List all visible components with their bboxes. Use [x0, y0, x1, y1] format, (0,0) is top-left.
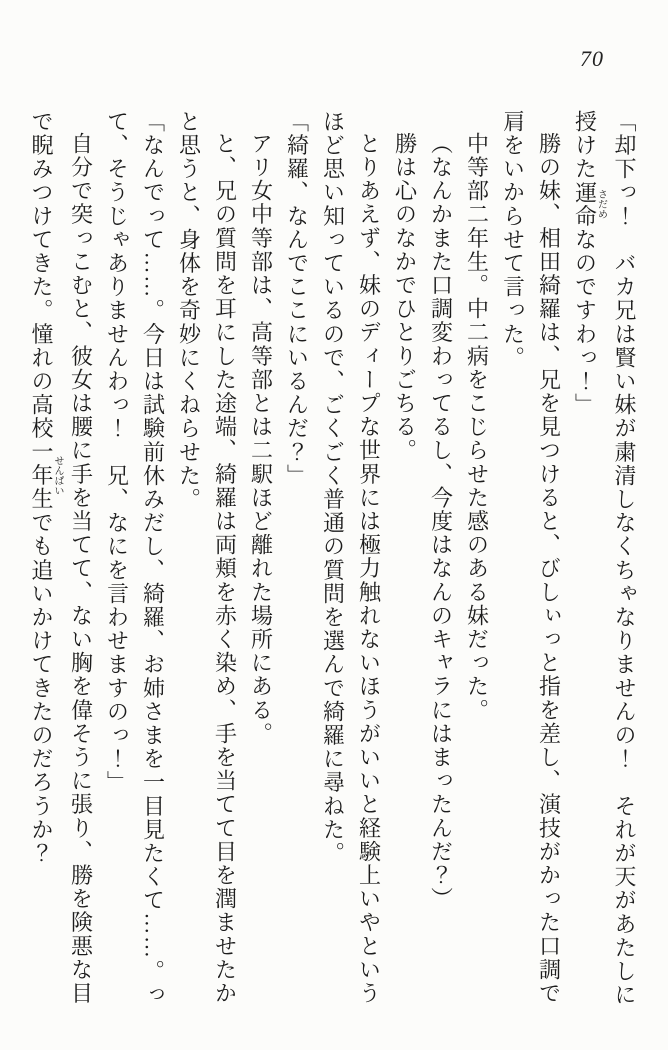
text-line: で睨みつけてきた。憧れの高校一年生せんぱいでも追いかけてきたのだろうか？ — [29, 110, 63, 866]
text-line: 肩をいからせて言った。 — [500, 110, 526, 370]
text-line: 授けた運命さだめなのですわっ！」 — [572, 110, 607, 417]
page-number: 70 — [580, 46, 604, 71]
text-line: 「却下っ！ バカ兄は賢い妹が粛清しなくちゃなりませんの！ それが天があたしに — [612, 110, 637, 1007]
page-text — [23, 110, 642, 1012]
text-line: と、兄の質問を耳にした途端、綺羅は両頬を赤く染め、手を当てて目を潤ませたか — [212, 132, 238, 1006]
text-line: 自分で突っこむと、彼女は腰に手を当てて、ない胸を偉そうに張り、勝を険悪な目 — [68, 132, 94, 1006]
ruby-annotated-word: 運命さだめ — [572, 180, 607, 229]
text-line: 「綺羅、なんでここにいるんだ？」 — [284, 110, 310, 488]
text-line: 「なんでって……。今日は試験前休みだし、綺羅、お姉さまを一目見たくて……。っ — [140, 110, 166, 1007]
text-line: とりあえず、妹のディープな世界には極力触れないほうがいいと経験上いやという — [356, 132, 382, 1006]
text-line: （なんかまた口調変わってるし、今度はなんのキャラにはまったんだ？） — [428, 132, 454, 911]
text-line: ほど思い知っているので、ごくごく普通の質問を選んで綺羅に尋ねた。 — [320, 110, 346, 866]
ruby-annotated-word: 一年生せんぱい — [29, 440, 63, 512]
text-line: アリ女中等部は、高等部とは二駅ほど離れた場所にある。 — [248, 132, 274, 746]
text-line: て、そうじゃありませんわっ！ 兄、なにを言わせますのっ！」 — [104, 110, 130, 795]
text-line: 勝の妹、相田綺羅は、兄を見つけると、びしぃっと指を差し、演技がかった口調で — [536, 132, 562, 1006]
text-line: 中等部二年生。中二病をこじらせた感のある妹だった。 — [464, 132, 490, 722]
text-line: と思うと、身体を奇妙にくねらせた。 — [176, 110, 202, 512]
text-line: 勝は心のなかでひとりごちる。 — [392, 132, 418, 463]
